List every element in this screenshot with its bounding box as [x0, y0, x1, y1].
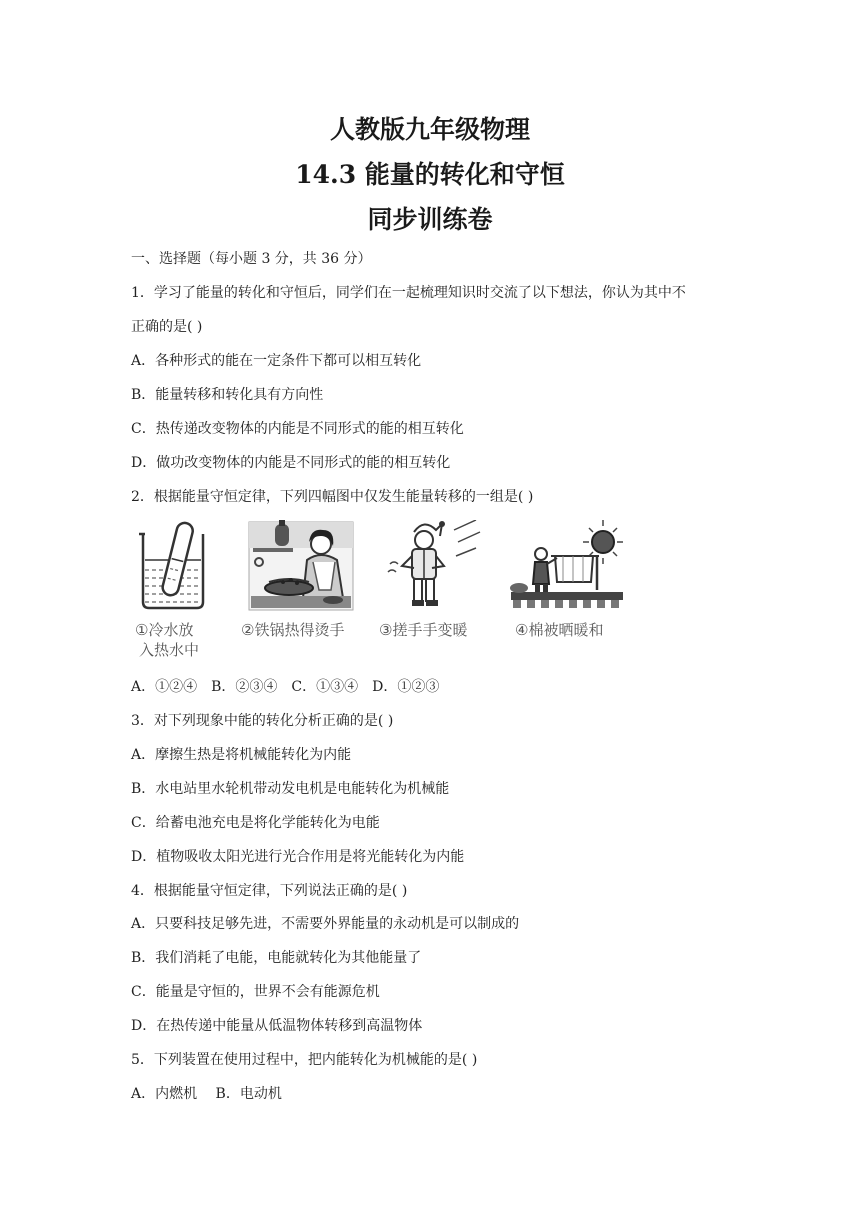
question-2-figures	[131, 520, 631, 665]
question-3-option-d: D．植物吸收太阳光进行光合作用是将光能转化为内能	[131, 849, 465, 865]
question-1-option-b: B．能量转移和转化具有方向性	[131, 387, 324, 403]
document-title-line3: 同步训练卷	[367, 205, 493, 234]
question-2-options: A．①②④ B．②③④ C．①③④ D．①②③	[131, 679, 440, 695]
woman-cooking-icon	[247, 520, 355, 612]
section-heading: 一、选择题（每小题 3 分，共 36 分）	[131, 251, 372, 267]
question-1-stem-line2: 正确的是( )	[131, 319, 203, 335]
question-1-stem-line1: 1．学习了能量的转化和守恒后，同学们在一起梳理知识时交流了以下想法，你认为其中不	[131, 285, 686, 301]
question-4-option-c: C．能量是守恒的，世界不会有能源危机	[131, 984, 380, 1000]
question-4-option-b: B．我们消耗了电能，电能就转化为其他能量了	[131, 950, 422, 966]
question-3-stem: 3．对下列现象中能的转化分析正确的是( )	[131, 713, 394, 729]
question-2-stem: 2．根据能量守恒定律，下列四幅图中仅发生能量转移的一组是( )	[131, 489, 534, 505]
question-4-stem: 4．根据能量守恒定律，下列说法正确的是( )	[131, 883, 408, 899]
child-rubbing-hands-icon	[384, 520, 484, 612]
question-5-stem: 5．下列装置在使用过程中，把内能转化为机械能的是( )	[131, 1052, 478, 1068]
beaker-test-tube-icon	[131, 520, 221, 612]
question-5-options: A．内燃机 B．电动机	[131, 1086, 282, 1102]
figure-3-caption: ③搓手手变暖	[379, 621, 468, 639]
question-3-option-a: A．摩擦生热是将机械能转化为内能	[131, 747, 352, 763]
figure-3	[384, 520, 484, 612]
question-4-option-d: D．在热传递中能量从低温物体转移到高温物体	[131, 1018, 423, 1034]
question-1-option-d: D．做功改变物体的内能是不同形式的能的相互转化	[131, 455, 451, 471]
document-title-line1: 人教版九年级物理	[329, 115, 530, 144]
question-4-option-a: A．只要科技足够先进，不需要外界能量的永动机是可以制成的	[131, 916, 520, 932]
figure-2-caption: ②铁锅热得烫手	[241, 621, 345, 639]
question-3-option-b: B．水电站里水轮机带动发电机是电能转化为机械能	[131, 781, 450, 797]
figure-1-caption-line1: ①冷水放	[135, 621, 194, 639]
figure-1-caption-line2: 入热水中	[139, 641, 200, 659]
figure-4-caption: ④棉被晒暖和	[515, 621, 604, 639]
figure-2	[247, 520, 355, 612]
figure-4	[507, 520, 625, 612]
question-3-option-c: C．给蓄电池充电是将化学能转化为电能	[131, 815, 380, 831]
question-1-option-c: C．热传递改变物体的内能是不同形式的能的相互转化	[131, 421, 464, 437]
document-title-line2: 14.3 能量的转化和守恒	[295, 160, 565, 189]
quilt-in-sun-icon	[507, 520, 625, 612]
figure-1	[131, 520, 221, 612]
question-1-option-a: A．各种形式的能在一定条件下都可以相互转化	[131, 353, 422, 369]
